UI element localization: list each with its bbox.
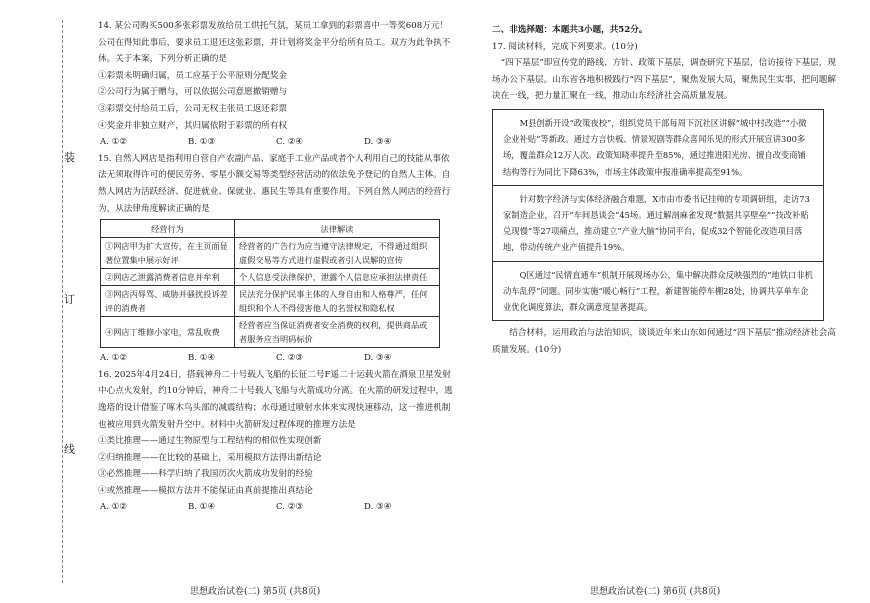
q16-item: ③必然推理——科学归纳了我国历次火箭成功发射的经验 [98,469,313,480]
q16-options [100,499,454,516]
q15-options [100,350,454,367]
q14-item: ③彩票交付给员工后，公司无权主张员工返还彩票 [98,103,288,114]
table-header: 经营行为 [101,220,235,238]
q14-option-c: C. ②④ [276,137,304,148]
table-cell: ②网店乙泄露消费者信息并牟利 [101,269,235,286]
q16-option-c: C. ②③ [276,502,304,513]
binding-line [62,20,63,583]
q16-item: ④或然推理——模拟方法并不能保证由真前提推出真结论 [98,485,313,496]
right-page [470,0,870,603]
question-14 [98,18,454,151]
q14-item: ②公司行为属于赠与，可以依据公司意愿撤销赠与 [98,87,288,98]
table-row [101,286,440,317]
q14-option-a: A. ①② [100,137,128,148]
q14-options [100,134,454,151]
q16-stem: 16. 2025年4月24日，搭载神舟二十号载人飞船的长征二号F遥二十运载火箭在酒泉卫星发射中心点火发射，约10分钟后，神舟二十号载人飞船与火箭成功分离。在火箭的研发过程中，逃逸塔的设计借鉴了啄木鸟头部的减震结构；水母通过喷射水体来实现快速移动，这一推进机制也被应用到火箭发射升空中。材料中火箭研发过程体现的推理方法是 [98,369,453,430]
q14-option-b: B. ①③ [188,137,216,148]
binding-char-zhuang: 装 [64,148,75,166]
table-cell: ③网店丙辱骂、威胁并骚扰投诉差评的消费者 [101,286,235,317]
table-cell: 民法充分保护民事主体的人身自由和人格尊严，任何组织和个人不得侵害他人的名誉权和隐私权 [235,286,440,317]
q15-option-a: A. ①② [100,353,128,364]
q14-item: ④奖金并非独立财产，其归属依附于彩票的所有权 [98,120,288,131]
q16-option-b: B. ①④ [188,502,216,513]
material-q-district: Q区通过“民情直通车”机制开展现场办公，集中解决群众反映强烈的“地铁口非机动车乱停”问题。同步实施“暖心畅行”工程，新建智能停车棚28处，协调共享单车企业优化调度算法，群众满意度显著提高。 [493,261,823,321]
q15-table [100,219,440,348]
material-box [492,109,824,321]
table-header: 法律解读 [235,220,440,238]
q16-item: ①类比推理——通过生物原型与工程结构的相似性实现创新 [98,436,322,447]
right-page-footer: 思想政治试卷(二) 第6页 (共8页) [590,587,721,597]
q17-stem: 17. 阅读材料，完成下列要求。(10分) [492,41,638,52]
right-column [492,22,837,358]
q15-option-d: D. ③④ [364,353,392,364]
table-cell: 经营者应当保证消费者安全消费的权利，提供商品或者服务应当明码标价 [235,317,440,348]
q15-option-b: B. ①④ [188,353,216,364]
table-row [101,238,440,269]
q16-item: ②归纳推理——在比较的基础上，采用模拟方法得出新结论 [98,452,322,463]
table-cell: 个人信息受法律保护，泄露个人信息应承担法律责任 [235,269,440,286]
table-cell: ①网店甲为扩大宣传，在主页面显著位置集中展示好评 [101,238,235,269]
table-cell: ④网店丁维修小家电，常乱收费 [101,317,235,348]
q14-option-d: D. ③④ [364,137,392,148]
material-m-county: M县创新开设“政策夜校”，组织党员干部每周下沉社区讲解“城中村改造”“小微企业补贴”等新政。通过方言快板、情景短剧等群众喜闻乐见的形式开展宣讲300多场，覆盖群众12万人次。政策知晓率提升至85%，通过推进阳光房、擅自改变商铺结构等行为同比下降63%，市场主体政策申报准确率提高至91%。 [503,117,807,177]
q15-option-c: C. ②③ [276,353,304,364]
q17-task: 结合材料，运用政治与法治知识，谈谈近年来山东如何通过“四下基层”推动经济社会高质量发展。(10分) [492,328,836,355]
section-heading: 二、非选择题：本题共3小题，共52分。 [492,25,648,35]
material-x-city: 针对数字经济与实体经济融合难题，X市由市委书记挂帅的专项调研组，走访73家制造企业，召开“车间恳谈会”45场。通过解剖麻雀发现“数据共享壁垒”“技改补贴兑现慢”等27项痛点，推动建立“产业大脑”协同平台，促成32个智能化改造项目落地，带动传统产业产值提升19%。 [493,185,823,261]
q15-stem: 15. 自然人网店是指利用自营自产农副产品、家庭手工业产品或者个人利用自己的技能从事依法无须取得许可的便民劳务、零星小额交易等类型经营活动的依法免予登记的自然人主体。自然人网店为活跃经济、促进就业、保就业、惠民生等具有重要作用。下列自然人网店的经营行为，从法律角度解读正确的是 [98,153,451,214]
q14-item: ①彩票未明确归属，员工应基于公平原则分配奖金 [98,70,288,81]
question-16 [98,367,454,516]
binding-char-xian: 线 [64,440,75,458]
q16-option-d: D. ③④ [364,502,392,513]
binding-char-ding: 订 [64,290,75,308]
question-15 [98,151,454,367]
q17-intro: “四下基层”即宣传党的路线、方针、政策下基层，调查研究下基层，信访接待下基层，现场办公下基层。山东省各地积极践行“四下基层”，聚焦发展大局，聚焦民生实事，把问题解决在一线，把力量汇聚在一线，推动山东经济社会高质量发展。 [492,58,836,102]
table-row [101,269,440,286]
table-header-row [101,220,440,238]
left-page-footer: 思想政治试卷(二) 第5页 (共8页) [190,587,321,597]
left-column [98,18,454,516]
q16-option-a: A. ①② [100,502,128,513]
table-cell: 经营者的广告行为应当遵守法律规定，不得通过组织虚假交易等方式进行虚假或者引人误解的宣传 [235,238,440,269]
q14-stem: 14. 某公司购买500多张彩票发放给员工烘托气氛，某员工拿到的彩票喜中一等奖608万元！公司在得知此事后，要求员工退还这张彩票，并计划将奖金平分给所有员工。双方为此争执不休。关于本案，下列分析正确的是 [98,21,451,65]
table-row [101,317,440,348]
